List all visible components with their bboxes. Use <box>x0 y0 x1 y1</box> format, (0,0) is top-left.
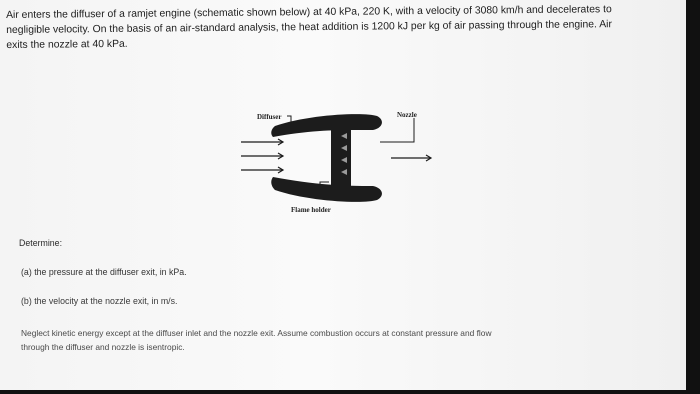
question-b: (b) the velocity at the nozzle exit, in m/s. <box>21 296 178 306</box>
ramjet-schematic <box>225 104 470 222</box>
bottom-border <box>0 390 700 394</box>
ramjet-diagram <box>225 104 470 222</box>
problem-line-1: Air enters the diffuser of a ramjet engine (schematic shown below) at 40 kPa, 220 K, with a velocity of 3080 km/h and decelerates to <box>6 4 612 21</box>
inlet-flow-arrows <box>241 139 283 173</box>
question-a: (a) the pressure at the diffuser exit, in kPa. <box>21 267 187 277</box>
determine-heading: Determine: <box>19 238 63 248</box>
note-line-2: through the diffuser and nozzle is isentropic. <box>21 342 185 352</box>
assumptions-note <box>21 326 492 354</box>
flame-holder <box>331 130 351 186</box>
right-border <box>686 0 700 394</box>
ramjet-upper-wall <box>271 114 382 137</box>
note-line-1: Neglect kinetic energy except at the diffuser inlet and the nozzle exit. Assume combustion occurs at constant pressure and flow <box>21 328 492 338</box>
flame-holder-label: Flame holder <box>291 206 331 214</box>
diffuser-label: Diffuser <box>257 113 282 121</box>
ramjet-lower-wall <box>271 177 382 202</box>
problem-line-3: exits the nozzle at 40 kPa. <box>6 38 128 51</box>
problem-statement <box>6 2 682 53</box>
exit-flow-arrow <box>391 155 431 161</box>
problem-line-2: negligible velocity. On the basis of an air-standard analysis, the heat addition is 1200 kJ per kg of air passing through the engine. Air <box>6 19 612 36</box>
nozzle-label: Nozzle <box>397 111 417 119</box>
